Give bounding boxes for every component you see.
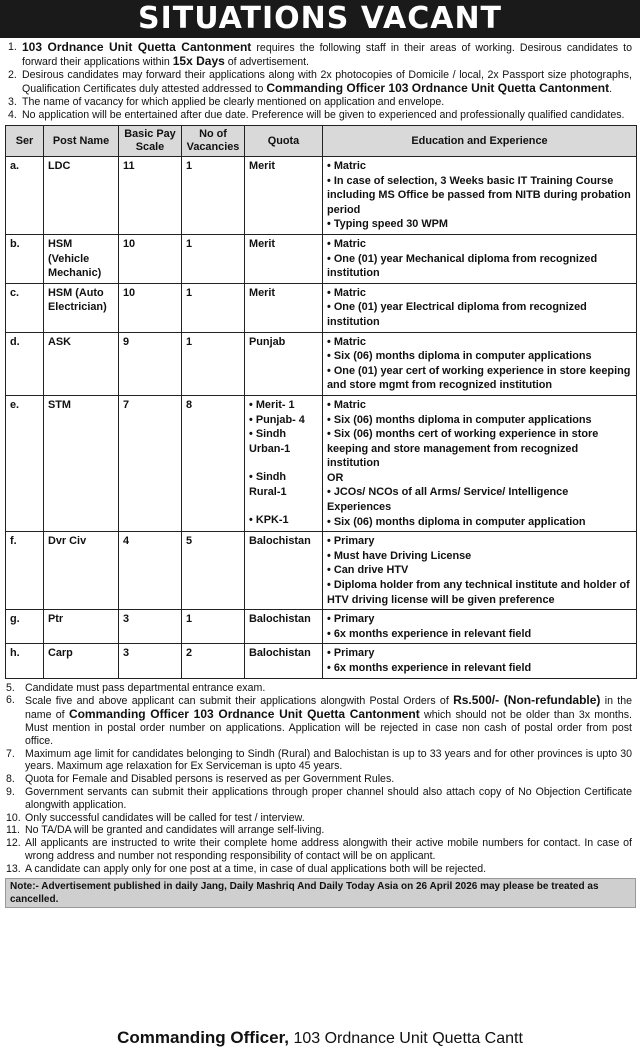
education-cell bbox=[323, 332, 637, 395]
vacancies-cell: 1 bbox=[182, 610, 245, 644]
note-text: Only successful candidates will be called for test / interview. bbox=[25, 811, 305, 824]
requirement-line: • Must have Driving License bbox=[327, 549, 472, 562]
table-row bbox=[6, 610, 637, 644]
note-text bbox=[25, 694, 632, 747]
signatory-unit: 103 Ordnance Unit Quetta Cantt bbox=[289, 1030, 523, 1047]
table-header-row bbox=[6, 126, 637, 157]
requirement-line: • One (01) year Mechanical diploma from recognized institution bbox=[327, 252, 598, 280]
note-text: Government servants can submit their applications through proper channel should also attach copy of No Objection Certificate alongwith application. bbox=[25, 785, 632, 811]
note-text bbox=[22, 69, 632, 96]
quota-line: • Punjab- 4 bbox=[249, 413, 305, 426]
note-number: 2. bbox=[8, 69, 17, 81]
unit-name: 103 Ordnance Unit Quetta Cantonment bbox=[22, 40, 252, 54]
education-cell bbox=[323, 532, 637, 610]
note-item bbox=[6, 786, 632, 812]
quota-cell bbox=[245, 395, 323, 531]
requirement-line: • Primary bbox=[327, 647, 375, 660]
serial-cell: c. bbox=[6, 283, 44, 332]
quota-line: Merit bbox=[249, 160, 276, 172]
note-text: No TA/DA will be granted and candidates will arrange self-living. bbox=[25, 824, 325, 837]
pay-scale-cell: 4 bbox=[119, 532, 182, 610]
note-number: 5. bbox=[6, 681, 15, 694]
column-header: Post Name bbox=[44, 126, 119, 157]
note-text-part: of advertisement. bbox=[224, 56, 309, 68]
note-text-part: . bbox=[609, 83, 613, 95]
post-name-cell: LDC bbox=[44, 157, 119, 235]
quota-line: Balochistan bbox=[249, 647, 311, 660]
fee-amount: Rs.500/- (Non-refundable) bbox=[453, 693, 601, 708]
column-header: Education and Experience bbox=[323, 126, 637, 157]
post-name-cell: HSM (Vehicle Mechanic) bbox=[44, 234, 119, 283]
note-item bbox=[6, 863, 632, 876]
quota-cell bbox=[245, 157, 323, 235]
quota-cell bbox=[245, 332, 323, 395]
quota-line: • KPK-1 bbox=[249, 514, 289, 527]
serial-cell: h. bbox=[6, 644, 44, 678]
quota-line: Merit bbox=[249, 286, 276, 299]
serial-cell: d. bbox=[6, 332, 44, 395]
note-text: A candidate can apply only for one post at a time, in case of dual applications both will be rejected. bbox=[25, 862, 487, 875]
note-text: No application will be entertained after due date. Preference will be given to experienced and professionally qualified candidates. bbox=[22, 109, 625, 121]
post-name-cell: HSM (Auto Electrician) bbox=[44, 283, 119, 332]
vacancies-cell: 1 bbox=[182, 234, 245, 283]
note-item bbox=[6, 824, 632, 837]
pay-scale-cell: 3 bbox=[119, 644, 182, 678]
requirement-line: • Primary bbox=[327, 535, 375, 548]
note-item bbox=[8, 41, 632, 69]
vacancies-cell: 1 bbox=[182, 332, 245, 395]
requirement-line: • Primary bbox=[327, 613, 375, 626]
note-text: Candidate must pass departmental entrance exam. bbox=[25, 681, 266, 694]
note-item bbox=[6, 773, 632, 786]
note-number: 6. bbox=[6, 694, 15, 707]
quota-line: Balochistan bbox=[249, 613, 311, 626]
pay-scale-cell: 10 bbox=[119, 234, 182, 283]
requirement-line: • Matric bbox=[327, 398, 366, 411]
quota-line bbox=[249, 499, 318, 513]
vacancies-cell: 1 bbox=[182, 157, 245, 235]
requirement-line: • Six (06) months cert of working experience in store keeping and store management from recognized institution bbox=[327, 428, 599, 470]
requirement-line: • Matric bbox=[327, 237, 366, 250]
serial-cell: b. bbox=[6, 234, 44, 283]
note-number: 1. bbox=[8, 41, 17, 53]
note-text-part: in the name of bbox=[25, 695, 633, 722]
requirement-line: • One (01) year Electrical diploma from recognized institution bbox=[327, 301, 587, 328]
table-row bbox=[6, 234, 637, 283]
note-text bbox=[22, 41, 632, 69]
note-text-part: Desirous candidates may forward their applications along with 2x photocopies of Domicile / local, 2x Passport size photographs, Qualification Certificates duly attested addressed to bbox=[22, 69, 632, 95]
post-name-cell: ASK bbox=[44, 332, 119, 395]
pay-scale-cell: 10 bbox=[119, 283, 182, 332]
table-row bbox=[6, 395, 637, 531]
quota-line: Merit bbox=[249, 237, 276, 250]
note-number: 3. bbox=[8, 96, 17, 108]
note-item bbox=[6, 812, 632, 825]
serial-cell: g. bbox=[6, 610, 44, 644]
serial-cell: f. bbox=[6, 532, 44, 610]
serial-cell: a. bbox=[6, 157, 44, 235]
education-cell bbox=[323, 395, 637, 531]
requirement-line: • JCOs/ NCOs of all Arms/ Service/ Intelligence Experiences bbox=[327, 486, 569, 514]
quota-line bbox=[249, 456, 318, 470]
note-text: The name of vacancy for which applied be clearly mentioned on application and envelope. bbox=[22, 96, 445, 108]
education-cell bbox=[323, 157, 637, 235]
quota-cell bbox=[245, 644, 323, 678]
note-item bbox=[6, 837, 632, 863]
requirement-line: • Matric bbox=[327, 335, 366, 348]
note-number: 8. bbox=[6, 773, 15, 786]
note-text-part: requires the following staff in their areas of working. Desirous candidates to forward their applications within bbox=[22, 42, 632, 68]
requirement-line: • Matric bbox=[327, 286, 366, 299]
post-name-cell: STM bbox=[44, 395, 119, 531]
pay-scale-cell: 3 bbox=[119, 610, 182, 644]
requirement-line: • Six (06) months diploma in computer applications bbox=[327, 350, 592, 363]
vacancies-cell: 5 bbox=[182, 532, 245, 610]
note-number: 12. bbox=[6, 837, 21, 850]
quota-cell bbox=[245, 610, 323, 644]
note-number: 9. bbox=[6, 785, 15, 798]
quota-line: • Sindh Urban-1 bbox=[249, 428, 291, 455]
note-item bbox=[8, 69, 632, 96]
quota-line: Punjab bbox=[249, 335, 286, 348]
requirement-line: • One (01) year cert of working experience in store keeping and store mgmt from recognized institution bbox=[327, 364, 631, 392]
note-item bbox=[8, 109, 632, 122]
table-row bbox=[6, 157, 637, 235]
note-text-part: which should not be older than 3x months. Must mention in postal order number on applications. Application will be rejected in case non cash of postal order from post office. bbox=[25, 709, 632, 747]
requirement-line: • Can drive HTV bbox=[327, 564, 409, 577]
note-text: Quota for Female and Disabled persons is reserved as per Government Rules. bbox=[25, 773, 395, 786]
quota-cell bbox=[245, 532, 323, 610]
table-row bbox=[6, 332, 637, 395]
education-cell bbox=[323, 610, 637, 644]
post-name-cell: Dvr Civ bbox=[44, 532, 119, 610]
signatory-title: Commanding Officer, bbox=[117, 1028, 289, 1047]
signature-block bbox=[0, 1027, 640, 1050]
requirement-line: • Typing speed 30 WPM bbox=[327, 218, 449, 231]
page-title: SITUATIONS VACANT bbox=[0, 0, 640, 38]
note-item bbox=[6, 694, 632, 747]
vacancies-cell: 1 bbox=[182, 283, 245, 332]
vacancies-cell: 2 bbox=[182, 644, 245, 678]
pay-scale-cell: 11 bbox=[119, 157, 182, 235]
column-header: Quota bbox=[245, 126, 323, 157]
vacancies-cell: 8 bbox=[182, 395, 245, 531]
table-row bbox=[6, 283, 637, 332]
payee: Commanding Officer 103 Ordnance Unit Quetta Cantonment bbox=[68, 707, 420, 722]
post-name-cell: Carp bbox=[44, 644, 119, 678]
column-header: Basic Pay Scale bbox=[119, 126, 182, 157]
table-row bbox=[6, 532, 637, 610]
note-text: Maximum age limit for candidates belonging to Sindh (Rural) and Balochistan is up to 33 years and for other provinces is upto 30 years. Maximum age relaxation for Ex Serviceman is upto 45 years. bbox=[25, 747, 632, 773]
requirement-line: OR bbox=[327, 471, 344, 484]
column-header: No of Vacancies bbox=[182, 126, 245, 157]
table-row bbox=[6, 644, 637, 678]
quota-line: • Sindh Rural-1 bbox=[249, 471, 287, 498]
note-item bbox=[8, 96, 632, 109]
requirement-line: • 6x months experience in relevant field bbox=[327, 662, 532, 674]
quota-cell bbox=[245, 234, 323, 283]
requirement-line: • Matric bbox=[327, 160, 366, 172]
pay-scale-cell: 9 bbox=[119, 332, 182, 395]
requirement-line: • In case of selection, 3 Weeks basic IT Training Course including MS Office be passed from NITB during probation period bbox=[327, 174, 631, 216]
post-name-cell: Ptr bbox=[44, 610, 119, 644]
note-text-part: Scale five and above applicant can submit their applications alongwith Postal Orders of bbox=[25, 695, 454, 708]
column-header: Ser bbox=[6, 126, 44, 157]
note-text: All applicants are instructed to write their complete home address alongwith their active mobile numbers for contact. In case of wrong address and number not responding responsibility of contact will be on applicant. bbox=[25, 837, 632, 862]
quota-line: • Merit- 1 bbox=[249, 398, 295, 411]
note-number: 11. bbox=[6, 824, 20, 837]
quota-line: Balochistan bbox=[249, 535, 311, 548]
note-number: 10. bbox=[6, 811, 21, 824]
later-notes bbox=[0, 679, 640, 876]
deadline: 15x Days bbox=[172, 54, 225, 68]
intro-notes bbox=[0, 38, 640, 122]
note-number: 4. bbox=[8, 109, 17, 121]
cancellation-note: Note:- Advertisement published in daily Jang, Daily Mashriq And Daily Today Asia on 26 April 2026 may please be treated as cancelled. bbox=[5, 878, 636, 908]
requirement-line: • Six (06) months diploma in computer applications bbox=[327, 413, 592, 426]
requirement-line: • Diploma holder from any technical institute and holder of HTV driving license will be given preference bbox=[327, 579, 630, 606]
serial-cell: e. bbox=[6, 395, 44, 531]
education-cell bbox=[323, 234, 637, 283]
pay-scale-cell: 7 bbox=[119, 395, 182, 531]
addressee: Commanding Officer 103 Ordnance Unit Quetta Cantonment bbox=[266, 81, 610, 95]
note-number: 7. bbox=[6, 747, 15, 760]
note-number: 13. bbox=[6, 862, 21, 875]
requirement-line: • 6x months experience in relevant field bbox=[327, 627, 532, 640]
note-item bbox=[6, 748, 632, 774]
table-body bbox=[6, 157, 637, 679]
requirement-line: • Six (06) months diploma in computer application bbox=[327, 515, 586, 528]
education-cell bbox=[323, 283, 637, 332]
education-cell bbox=[323, 644, 637, 678]
quota-cell bbox=[245, 283, 323, 332]
vacancy-table bbox=[5, 125, 637, 679]
